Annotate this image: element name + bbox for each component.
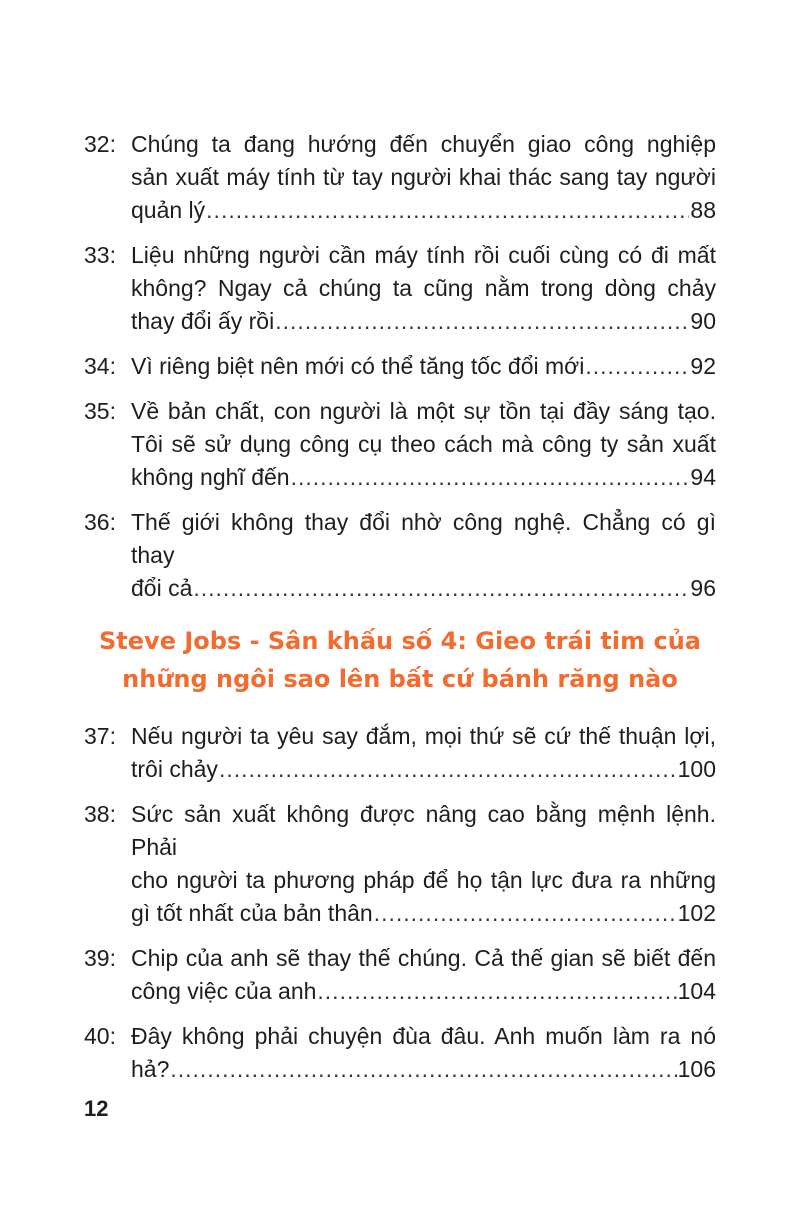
entry-title — [131, 720, 716, 786]
entry-title-last-line: thay đổi ấy rồi — [131, 308, 275, 334]
dot-leader — [219, 753, 677, 786]
section-heading — [84, 622, 716, 698]
toc-entry — [84, 798, 716, 930]
entry-page-number: 92 — [690, 353, 716, 379]
entry-title — [131, 1020, 716, 1086]
entry-title — [131, 506, 716, 605]
entry-title-line: Đây không phải chuyện đùa đâu. Anh muốn làm ra nó — [131, 1023, 716, 1049]
entry-number: 33: — [84, 242, 116, 268]
entry-last-line — [131, 975, 716, 1008]
entry-title — [131, 395, 716, 494]
entry-page-number: 94 — [690, 464, 716, 490]
entry-last-line — [131, 897, 716, 930]
entry-page-number: 104 — [677, 978, 716, 1004]
entry-title-last-line: hả? — [131, 1056, 170, 1082]
entry-page-number: 90 — [690, 308, 716, 334]
entry-title — [131, 239, 716, 338]
entry-page-number: 88 — [690, 197, 716, 223]
entry-title-line: Thế giới không thay đổi nhờ công nghệ. Chẳng có gì thay — [131, 509, 716, 568]
entry-title-line: sản xuất máy tính từ tay người khai thác sang tay người — [131, 164, 716, 190]
entry-title — [131, 128, 716, 227]
toc-entry — [84, 350, 716, 383]
entry-title-line: Sức sản xuất không được nâng cao bằng mệnh lệnh. Phải — [131, 801, 716, 860]
entry-title — [131, 350, 716, 383]
entry-page-number: 96 — [690, 575, 716, 601]
toc-entries-bottom — [84, 720, 716, 1086]
toc-entry — [84, 239, 716, 338]
entry-last-line — [131, 305, 716, 338]
dot-leader — [374, 897, 677, 930]
entry-page-number: 106 — [677, 1056, 716, 1082]
entry-last-line — [131, 350, 716, 383]
entry-number: 35: — [84, 398, 116, 424]
dot-leader — [585, 350, 689, 383]
toc-entries-top — [84, 128, 716, 605]
entry-title-line: Chip của anh sẽ thay thế chúng. Cả thế gian sẽ biết đến — [131, 945, 716, 971]
entry-last-line — [131, 461, 716, 494]
entry-last-line — [131, 194, 716, 227]
toc-entry — [84, 942, 716, 1008]
entry-title-line: Chúng ta đang hướng đến chuyển giao công nghiệp — [131, 131, 716, 157]
toc-entry — [84, 1020, 716, 1086]
entry-title-last-line: đổi cả — [131, 575, 193, 601]
entry-title-line: Về bản chất, con người là một sự tồn tại đầy sáng tạo. — [131, 398, 716, 424]
dot-leader — [170, 1053, 676, 1086]
dot-leader — [291, 461, 690, 494]
entry-last-line — [131, 1053, 716, 1086]
entry-title-last-line: trôi chảy — [131, 756, 218, 782]
section-heading-line-1: Steve Jobs - Sân khấu số 4: Gieo trái tim của — [99, 627, 701, 655]
dot-leader — [206, 194, 689, 227]
entry-title-last-line: không nghĩ đến — [131, 464, 290, 490]
entry-title-last-line: gì tốt nhất của bản thân — [131, 900, 373, 926]
dot-leader — [193, 572, 689, 605]
entry-title — [131, 942, 716, 1008]
entry-title-line: Tôi sẽ sử dụng công cụ theo cách mà công ty sản xuất — [131, 431, 716, 457]
entry-page-number: 100 — [677, 756, 716, 782]
toc-entry — [84, 395, 716, 494]
entry-title-line: cho người ta phương pháp để họ tận lực đưa ra những — [131, 867, 716, 893]
toc-entry — [84, 128, 716, 227]
dot-leader — [317, 975, 676, 1008]
toc-entry — [84, 506, 716, 605]
entry-title — [131, 798, 716, 930]
entry-number: 32: — [84, 131, 116, 157]
entry-last-line — [131, 753, 716, 786]
entry-number: 36: — [84, 509, 116, 535]
entry-title-last-line: Vì riêng biệt nên mới có thể tăng tốc đổi mới — [131, 353, 585, 379]
toc-entry — [84, 720, 716, 786]
entry-number: 34: — [84, 353, 116, 379]
entry-number: 38: — [84, 801, 116, 827]
dot-leader — [275, 305, 689, 338]
entry-title-last-line: công việc của anh — [131, 978, 317, 1004]
page-number: 12 — [84, 1096, 109, 1121]
entry-title-last-line: quản lý — [131, 197, 206, 223]
entry-title-line: Nếu người ta yêu say đắm, mọi thứ sẽ cứ thế thuận lợi, — [131, 723, 716, 749]
entry-last-line — [131, 572, 716, 605]
entry-title-line: Liệu những người cần máy tính rồi cuối cùng có đi mất — [131, 242, 716, 268]
entry-page-number: 102 — [677, 900, 716, 926]
entry-number: 39: — [84, 945, 116, 971]
entry-number: 37: — [84, 723, 116, 749]
entry-title-line: không? Ngay cả chúng ta cũng nằm trong dòng chảy — [131, 275, 716, 301]
entry-number: 40: — [84, 1023, 116, 1049]
section-heading-line-2: những ngôi sao lên bất cứ bánh răng nào — [122, 665, 678, 693]
